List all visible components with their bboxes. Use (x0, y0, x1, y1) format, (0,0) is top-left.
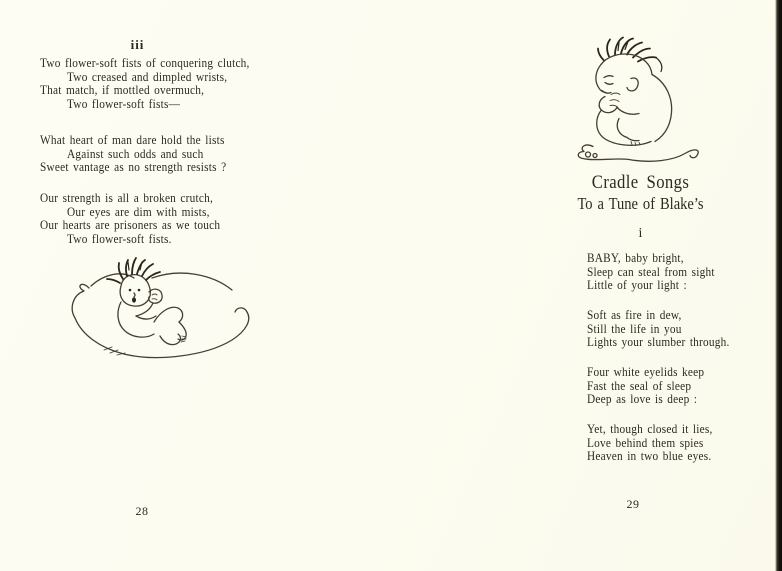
poem-line: Two flower-soft fists— (66, 96, 181, 112)
poem-line: Our eyes are dim with mists, (66, 203, 210, 219)
poem-line: Deep as love is deep : (587, 391, 698, 407)
poem-line: Our strength is all a broken crutch, (40, 190, 214, 205)
blanket-outline (72, 273, 249, 357)
poem-line: Still the life in you (587, 320, 682, 336)
poem-title: Cradle Songs (591, 172, 690, 193)
baby-body (596, 54, 672, 146)
poem-line: Sweet vantage as no strength resists ? (40, 159, 227, 175)
poem-line: Fast the seal of sleep (587, 377, 692, 393)
left-section-number: iii (130, 37, 145, 52)
poem-line: Our hearts are prisoners as we touch (40, 217, 221, 233)
baby-lying-illustration (56, 252, 268, 386)
right-stanza-1 (587, 251, 715, 292)
left-stanza-3 (40, 191, 220, 246)
left-stanza-1 (40, 56, 250, 111)
poem-line: Love behind them spies (587, 434, 704, 450)
left-stanza-2 (40, 133, 226, 174)
poem-line: Soft as fire in dew, (587, 307, 682, 322)
baby-sitting-illustration (571, 34, 711, 170)
poem-subtitle: To a Tune of Blake’s (577, 194, 704, 213)
cloud-blanket (578, 145, 698, 161)
right-stanza-3 (587, 365, 704, 406)
right-section-number: i (638, 226, 643, 241)
poem-line: Yet, though closed it lies, (587, 421, 713, 436)
poem-line: That match, if mottled overmuch, (40, 82, 205, 98)
poem-line: Four white eyelids keep (587, 364, 705, 379)
poem-line: Lights your slumber through. (587, 334, 730, 350)
right-stanza-4 (587, 422, 713, 463)
poem-line: Two flower-soft fists of conquering clutch, (40, 55, 250, 70)
poem-line: BABY, baby bright, (587, 250, 684, 265)
baby-body (118, 275, 186, 345)
poem-line: Two creased and dimpled wrists, (66, 68, 228, 84)
baby-hair (107, 258, 160, 283)
poem-line: Against such odds and such (66, 145, 204, 161)
poem-line: Sleep can steal from sight (587, 263, 715, 279)
poem-line: What heart of man dare hold the lists (40, 132, 225, 147)
right-stanza-2 (587, 308, 730, 349)
left-page-number: 28 (135, 504, 149, 518)
poem-line: Heaven in two blue eyes. (587, 448, 712, 464)
poem-line: Little of your light : (587, 277, 687, 293)
poem-line: Two flower-soft fists. (66, 231, 172, 247)
book-scan-edge (775, 0, 782, 571)
right-page-number: 29 (626, 497, 640, 511)
